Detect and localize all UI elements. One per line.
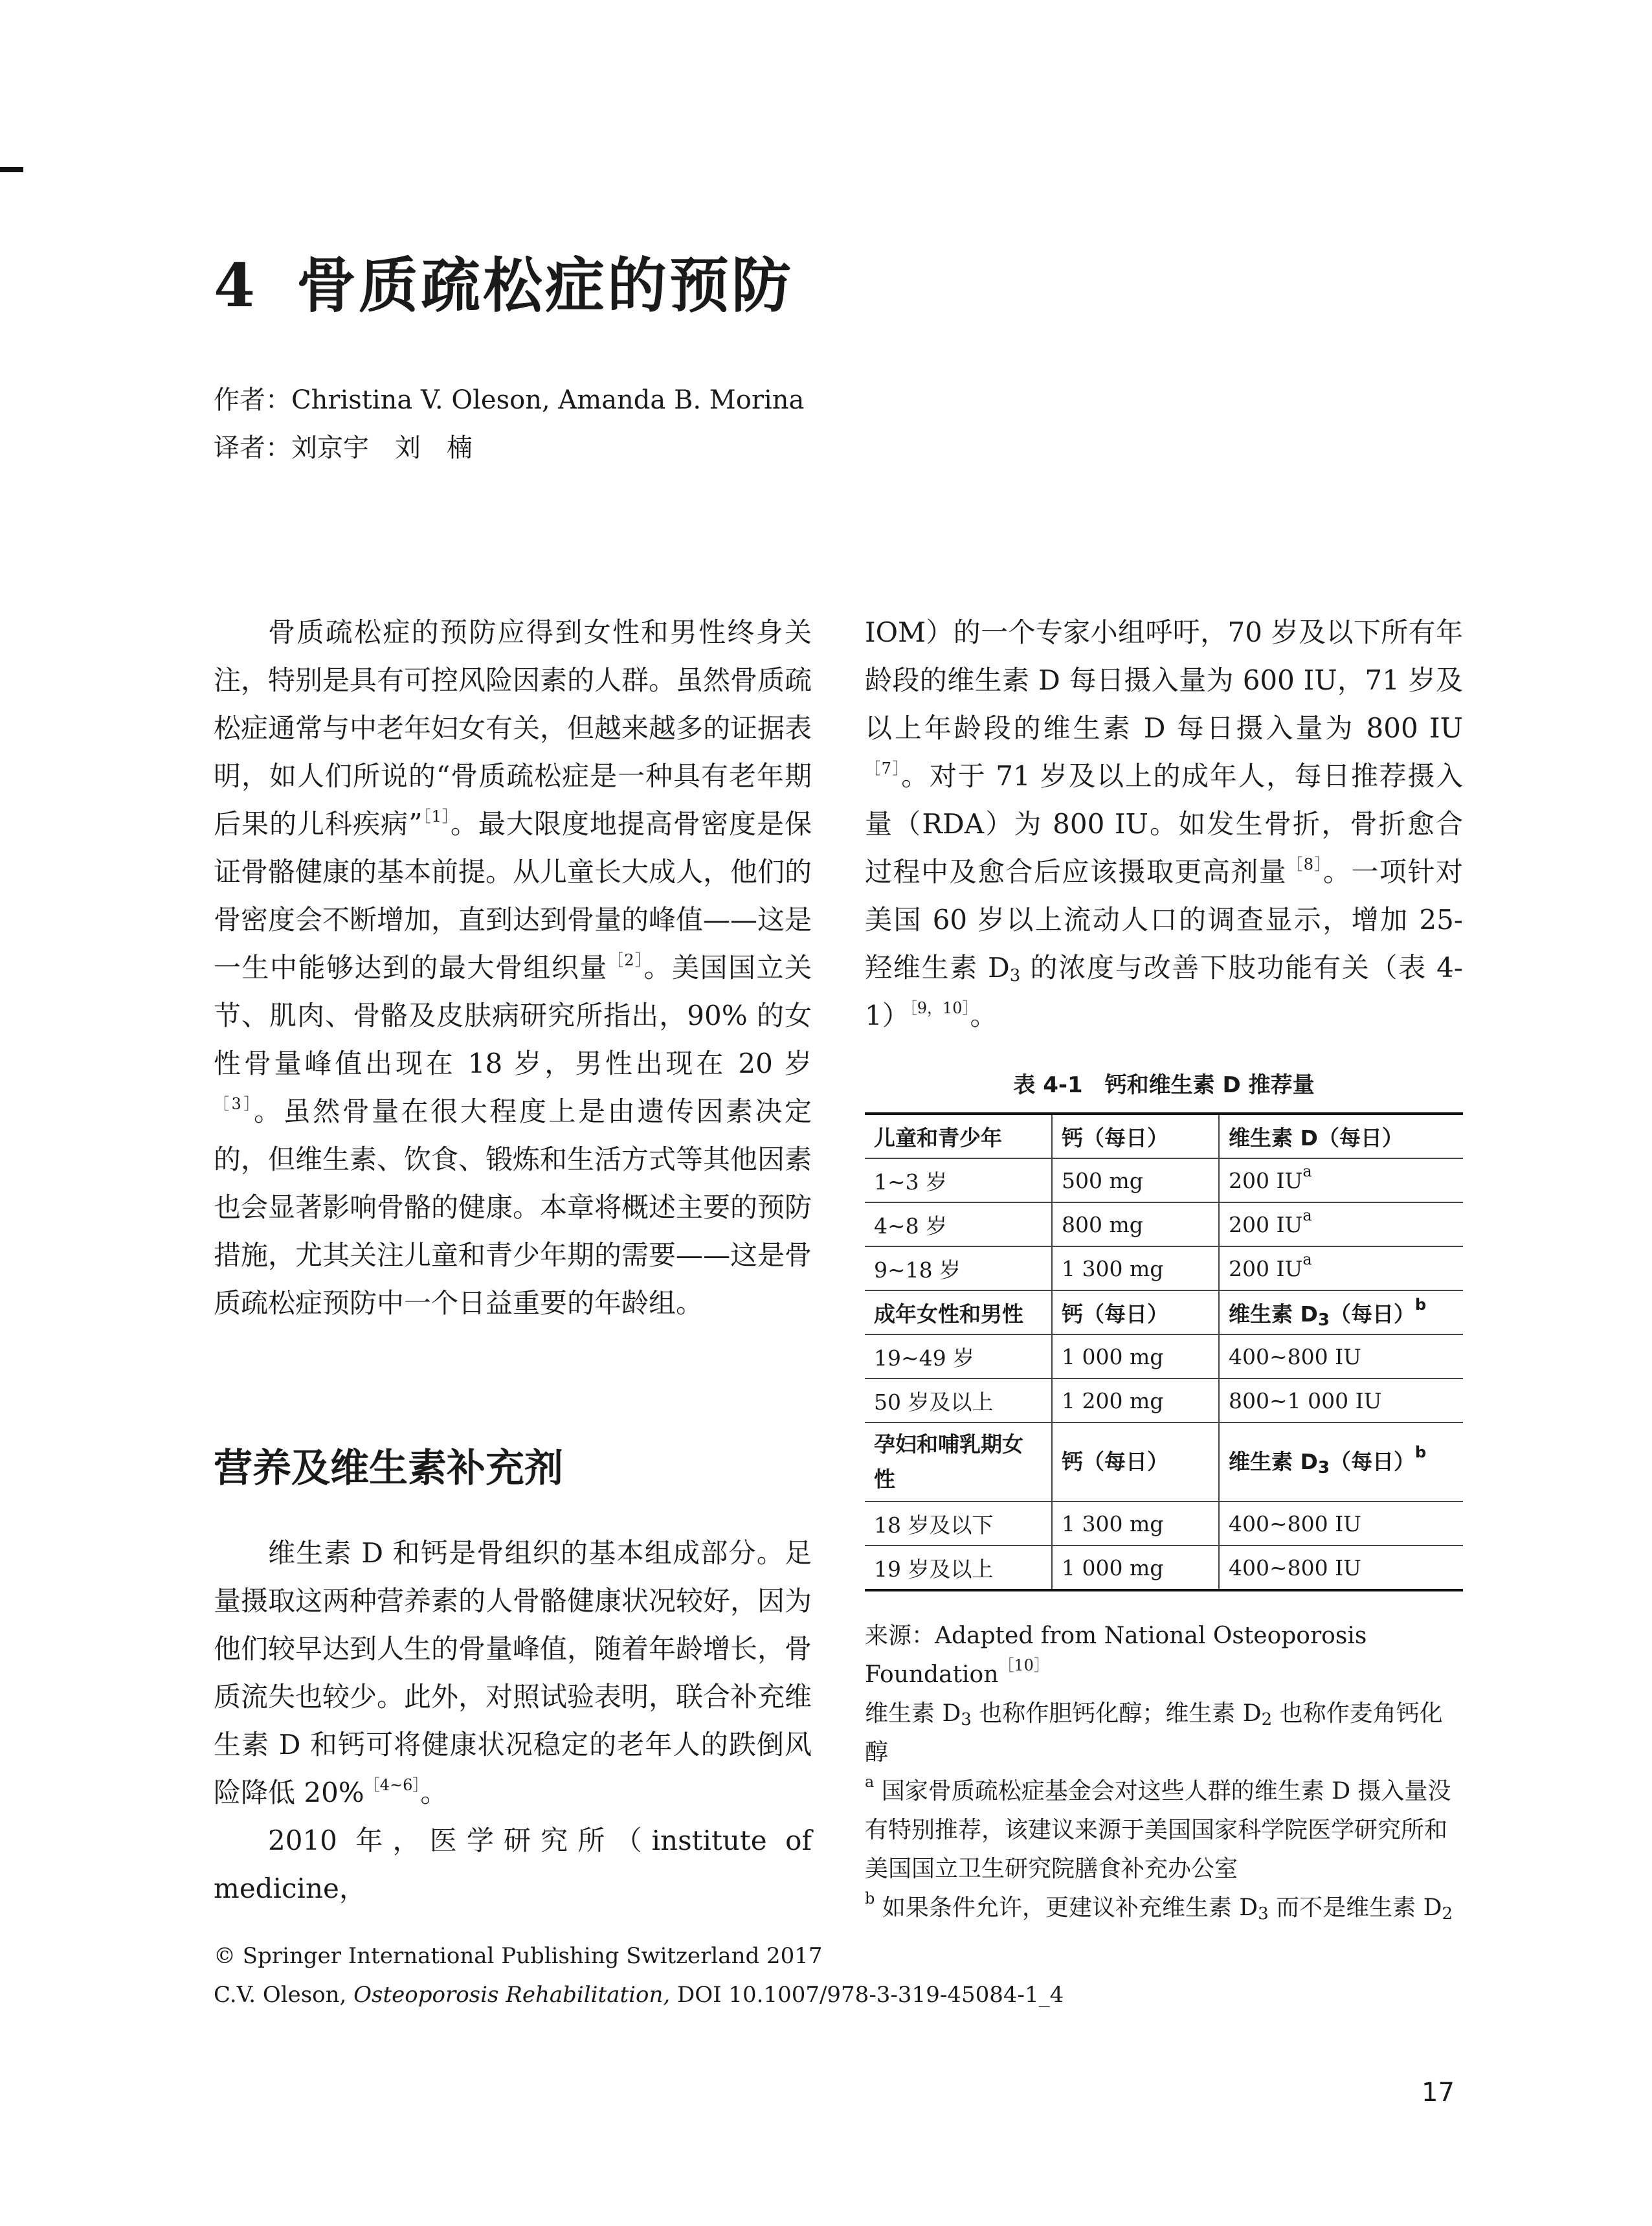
table-cell: 400~800 IU [1219,1501,1463,1546]
table-row [865,1246,1463,1290]
header-cell: 维生素 D（每日） [1219,1114,1463,1158]
table-cell: 1 300 mg [1052,1246,1219,1290]
footnote-mark: b [1414,1443,1427,1461]
table-cell: 18 岁及以下 [865,1501,1052,1546]
subscript: 3 [1317,1458,1330,1478]
header-cell: 儿童和青少年 [865,1114,1052,1158]
subscript: 2 [1261,1710,1273,1729]
footnote-a [865,1772,1463,1889]
table-row [865,1334,1463,1378]
text-span: 。 [970,1000,998,1031]
table-cell: 1 300 mg [1052,1501,1219,1546]
iom-paragraph-continued [865,609,1463,1040]
subscript: 3 [1009,966,1021,985]
table-cell: 800~1 000 IU [1219,1378,1463,1422]
copyright-line: © Springer International Publishing Switzerland 2017 [214,1943,823,1969]
intro-paragraph [214,609,812,1327]
recommendation-table [865,1112,1463,1591]
translators-line: 译者：刘京宇 刘 楠 [214,433,473,463]
text-span: 。虽然骨量在很大程度上是由遗传因素决定的，但维生素、饮食、锻炼和生活方式等其他因素也会显著影响骨骼的健康。本章将概述主要的预防措施，尤其关注儿童和青少年期的需要——这是骨质疏松症预防中一个日益重要的年龄组。 [214,1096,812,1319]
text-span: 。对于 71 岁及以上的成年人，每日推荐摄入量（RDA）为 800 IU。如发生骨折，骨折愈合过程中及愈合后应该摄取更高剂量 [865,760,1463,888]
table-notes [865,1617,1463,1928]
footnote-mark: a [1302,1162,1312,1180]
citation-ref: ［8］ [1287,855,1324,873]
citation-ref: ［1］ [422,807,451,826]
cell-value: 200 IU [1229,1167,1303,1193]
table-cell: 19~49 岁 [865,1334,1052,1378]
table-row [865,1501,1463,1546]
text-span: 。最大限度地提高骨密度是保证骨骼健康的基本前提。从儿童长大成人，他们的骨密度会不断增加，直到达到骨量的峰值——这是一生中能够达到的最大骨组织量 [214,808,812,984]
cell-value: 200 IU [1229,1211,1303,1237]
cell-text: （每日） [1329,1301,1415,1327]
citation-line [214,1984,1064,2006]
table-cell [1219,1158,1463,1202]
citation-ref: ［9，10］ [909,999,970,1017]
cell-text: 维生素 D [1229,1301,1318,1327]
cell-text: （每日） [1329,1449,1415,1474]
note-text: 维生素 D [865,1700,961,1727]
header-cell: 孕妇和哺乳期女性 [865,1422,1052,1501]
subscript: 3 [1258,1904,1269,1924]
table-cell: 1~3 岁 [865,1158,1052,1202]
table-cell: 50 岁及以上 [865,1378,1052,1422]
table-row [865,1546,1463,1590]
text-span: 的浓度与改善下肢功能有关（表 4-1） [865,952,1463,1031]
footnote-mark: b [865,1889,875,1907]
note-text: 也称作麦角钙化醇 [865,1700,1443,1766]
vitamin-d-note [865,1694,1463,1772]
footnote-b [865,1889,1463,1928]
table-cell: 800 mg [1052,1202,1219,1246]
section-title: 营养及维生素补充剂 [214,1446,563,1491]
table-header-row [865,1114,1463,1158]
text-span: IOM）的一个专家小组呼吁，70 岁及以下所有年龄段的维生素 D 每日摄入量为 600 IU，71 岁及以上年龄段的维生素 D 每日摄入量为 800 IU [865,616,1463,744]
citation-ref: ［3］ [214,1095,254,1113]
left-column-nutrition [214,1529,812,1913]
table-row [865,1378,1463,1422]
table-subheader-row [865,1422,1463,1501]
text-span: 骨质疏松症的预防应得到女性和男性终身关注，特别是具有可控风险因素的人群。虽然骨质疏松症通常与中老年妇女有关，但越来越多的证据表明，如人们所说的“骨质疏松症是一种具有老年期后果的儿科疾病” [214,616,812,840]
footnote-mark: a [1302,1206,1312,1224]
crop-mark [0,167,23,172]
page-number: 17 [1422,2078,1455,2108]
citation-doi: DOI 10.1007/978-3-319-45084-1_4 [670,1982,1064,2008]
table-cell: 500 mg [1052,1158,1219,1202]
table-cell: 400~800 IU [1219,1334,1463,1378]
subscript: 3 [1317,1310,1330,1330]
source-note [865,1617,1463,1694]
footnote-mark: a [865,1773,875,1791]
note-text: 也称作胆钙化醇；维生素 D [971,1700,1262,1727]
authors-line: 作者：Christina V. Oleson, Amanda B. Morina [214,385,805,415]
footnote-mark: a [1302,1250,1312,1268]
text-span: 。一项针对美国 60 岁以上流动人口的调查显示，增加 25- 羟维生素 D [865,856,1463,984]
text-span: 。美国国立关节、肌肉、骨骼及皮肤病研究所指出，90% 的女性骨量峰值出现在 18 岁，男性出现在 20 岁 [214,952,812,1079]
cell-value: 200 IU [1229,1255,1303,1281]
table-caption: 表 4-1 钙和维生素 D 推荐量 [1013,1072,1315,1098]
citation-ref: ［10］ [998,1656,1049,1674]
note-text: 如果条件允许，更建议补充维生素 D [875,1894,1258,1921]
header-cell [1219,1422,1463,1501]
nutrition-paragraph [214,1529,812,1817]
note-text: 国家骨质疏松症基金会对这些人群的维生素 D 摄入量没有特别推荐，该建议来源于美国国家科学院医学研究所和美国国立卫生研究院膳食补充办公室 [865,1778,1451,1882]
footnote-mark: b [1414,1295,1427,1314]
citation-author: C.V. Oleson, [214,1982,354,2008]
subscript: 2 [1442,1904,1453,1924]
table-cell: 1 200 mg [1052,1378,1219,1422]
right-column [865,609,1463,1040]
table-cell: 1 000 mg [1052,1546,1219,1590]
table-cell: 1 000 mg [1052,1334,1219,1378]
table-cell: 4~8 岁 [865,1202,1052,1246]
table-row [865,1202,1463,1246]
citation-ref: ［2］ [607,951,644,969]
citation-book-title: Osteoporosis Rehabilitation, [353,1982,671,2008]
note-text: 来源：Adapted from National Osteoporosis Foundation [865,1623,1367,1688]
header-cell: 钙（每日） [1052,1290,1219,1334]
chapter-title-text: 骨质疏松症的预防 [296,251,794,320]
header-cell [1219,1290,1463,1334]
chapter-title [214,251,794,320]
table-cell: 19 岁及以上 [865,1546,1052,1590]
iom-paragraph-start: 2010 年，医学研究所（institute of medicine， [214,1825,812,1904]
text-span: 维生素 D 和钙是骨组织的基本组成部分。足量摄取这两种营养素的人骨骼健康状况较好，因为他们较早达到人生的骨量峰值，随着年龄增长，骨质流失也较少。此外，对照试验表明，联合补充维生素 D 和钙可将健康状况稳定的老年人的跌倒风险降低 20% [214,1537,812,1808]
table-cell [1219,1202,1463,1246]
subscript: 3 [961,1710,972,1729]
table-cell: 400~800 IU [1219,1546,1463,1590]
chapter-number: 4 [214,251,258,320]
table-row [865,1158,1463,1202]
header-cell: 钙（每日） [1052,1114,1219,1158]
citation-ref: ［7］ [865,759,902,778]
left-column-intro [214,609,812,1327]
text-span: 。 [420,1777,448,1808]
header-cell: 成年女性和男性 [865,1290,1052,1334]
citation-ref: ［4~6］ [364,1776,421,1794]
table-subheader-row [865,1290,1463,1334]
note-text: 而不是维生素 D [1268,1894,1442,1921]
table-cell: 9~18 岁 [865,1246,1052,1290]
header-cell: 钙（每日） [1052,1422,1219,1501]
table-cell [1219,1246,1463,1290]
cell-text: 维生素 D [1229,1449,1318,1474]
